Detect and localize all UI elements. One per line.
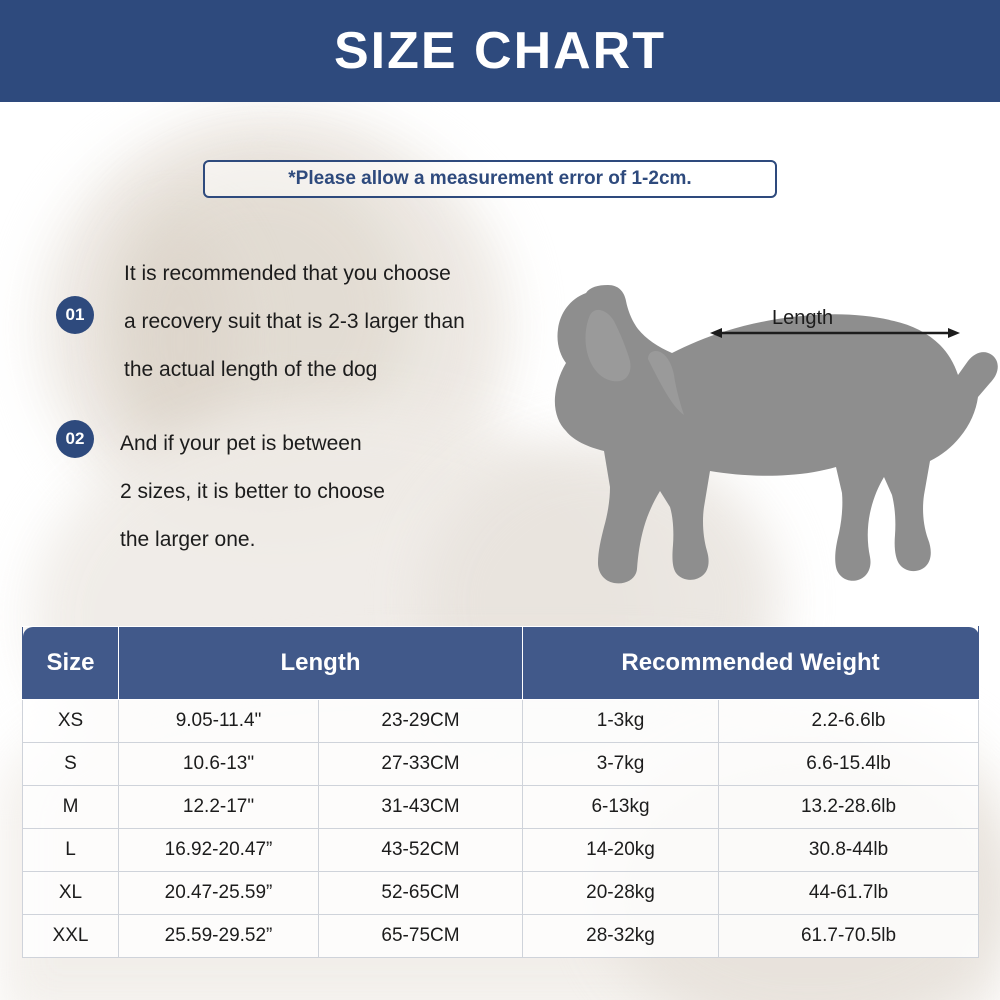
cell-weight-kg: 1-3kg — [523, 700, 719, 743]
cell-length-in: 10.6-13" — [119, 743, 319, 786]
cell-length-in: 9.05-11.4" — [119, 700, 319, 743]
tip-line: the actual length of the dog — [124, 358, 378, 381]
measurement-error-notice — [203, 160, 777, 198]
column-header-weight: Recommended Weight — [523, 627, 979, 700]
column-header-length: Length — [119, 627, 523, 700]
cell-size: S — [23, 743, 119, 786]
cell-length-cm: 43-52CM — [319, 829, 523, 872]
cell-weight-kg: 3-7kg — [523, 743, 719, 786]
tip-line: And if your pet is between — [120, 432, 362, 455]
tip-number-badge: 01 — [56, 296, 94, 334]
tips-list — [56, 250, 556, 590]
tip-number-badge: 02 — [56, 420, 94, 458]
cell-weight-kg: 6-13kg — [523, 786, 719, 829]
cell-weight-lb: 30.8-44lb — [719, 829, 979, 872]
tip-line: It is recommended that you choose — [124, 262, 451, 285]
tip-line: 2 sizes, it is better to choose — [120, 480, 385, 503]
table-header-row — [23, 627, 979, 700]
cell-size: XL — [23, 872, 119, 915]
cell-length-cm: 27-33CM — [319, 743, 523, 786]
cell-length-cm: 65-75CM — [319, 915, 523, 958]
column-header-size: Size — [23, 627, 119, 700]
table-row — [23, 915, 979, 958]
cell-weight-lb: 61.7-70.5lb — [719, 915, 979, 958]
tip-item — [56, 420, 556, 564]
dog-diagram — [530, 255, 1000, 605]
page-title: SIZE CHART — [334, 22, 666, 80]
table-row — [23, 743, 979, 786]
size-table — [22, 626, 979, 958]
cell-size: L — [23, 829, 119, 872]
header-band — [0, 0, 1000, 102]
cell-size: M — [23, 786, 119, 829]
tip-item — [56, 250, 556, 394]
cell-weight-lb: 6.6-15.4lb — [719, 743, 979, 786]
table-body — [23, 700, 979, 958]
cell-weight-kg: 14-20kg — [523, 829, 719, 872]
size-table-wrapper — [22, 626, 978, 958]
cell-length-in: 16.92-20.47” — [119, 829, 319, 872]
cell-length-in: 12.2-17" — [119, 786, 319, 829]
cell-size: XXL — [23, 915, 119, 958]
cell-weight-lb: 44-61.7lb — [719, 872, 979, 915]
cell-length-cm: 23-29CM — [319, 700, 523, 743]
tip-text — [120, 420, 556, 564]
cell-weight-lb: 13.2-28.6lb — [719, 786, 979, 829]
table-row — [23, 700, 979, 743]
table-row — [23, 872, 979, 915]
cell-weight-kg: 20-28kg — [523, 872, 719, 915]
length-arrow-icon — [710, 325, 960, 341]
cell-length-in: 20.47-25.59” — [119, 872, 319, 915]
cell-weight-kg: 28-32kg — [523, 915, 719, 958]
table-header — [23, 627, 979, 700]
cell-size: XS — [23, 700, 119, 743]
table-row — [23, 829, 979, 872]
tip-line: the larger one. — [120, 528, 256, 551]
length-label: Length — [772, 307, 834, 329]
notice-text: *Please allow a measurement error of 1-2cm. — [288, 168, 692, 189]
cell-length-cm: 52-65CM — [319, 872, 523, 915]
table-row — [23, 786, 979, 829]
dog-silhouette-icon — [530, 255, 1000, 605]
tip-text — [124, 250, 556, 394]
tip-line: a recovery suit that is 2-3 larger than — [124, 310, 465, 333]
cell-weight-lb: 2.2-6.6lb — [719, 700, 979, 743]
cell-length-cm: 31-43CM — [319, 786, 523, 829]
cell-length-in: 25.59-29.52” — [119, 915, 319, 958]
